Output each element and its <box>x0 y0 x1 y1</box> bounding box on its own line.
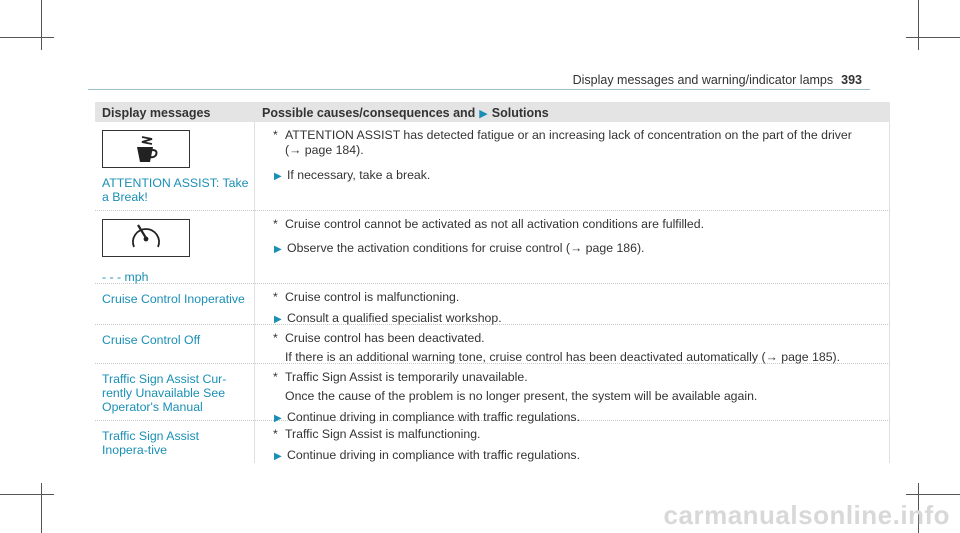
cause-text: Traffic Sign Assist is temporarily unavailable. <box>285 370 528 384</box>
crop-mark <box>0 37 54 38</box>
cause-text: ATTENTION ASSIST has detected fatigue or an increasing lack of concentration on the part of the driver <box>285 128 852 142</box>
display-message: - - - mph <box>102 270 149 284</box>
cause-text: Traffic Sign Assist is malfunctioning. <box>285 427 481 441</box>
crop-mark <box>906 37 960 38</box>
page-ref: (→ page 184). <box>285 143 364 157</box>
detail-text: If there is an additional warning tone, cruise control has been deactivated automatically (→ page 185). <box>285 350 841 364</box>
solution-step: Observe the activation conditions for cruise control (→ page 186). <box>287 241 645 255</box>
table-row: Traffic Sign Assist Inopera-tive * Traffic Sign Assist is malfunctioning. ▶ Continue driving in compliance with traffic regulations. <box>102 427 580 462</box>
page-number: 393 <box>841 73 862 87</box>
display-message: Traffic Sign Assist Cur-rently Unavailable See Operator's Manual <box>102 372 227 414</box>
triangle-right-icon: ▶ <box>274 451 282 462</box>
watermark: carmanualsonline.info <box>663 500 950 530</box>
solution-step: Continue driving in compliance with traffic regulations. <box>287 410 580 424</box>
triangle-right-icon: ▶ <box>479 107 488 120</box>
display-message: Cruise Control Inoperative <box>102 292 245 306</box>
crop-mark <box>918 0 919 50</box>
running-head-title: Display messages and warning/indicator lamps <box>572 73 834 87</box>
table-row: Cruise Control Off * Cruise control has been deactivated. If there is an additional warning tone, cruise control has been deactivated automatically (→ page 185). <box>95 325 890 364</box>
triangle-right-icon: ▶ <box>274 314 282 325</box>
triangle-right-icon: ▶ <box>274 413 282 424</box>
triangle-right-icon: ▶ <box>274 244 282 255</box>
crop-mark <box>0 494 54 495</box>
table-header <box>95 102 890 122</box>
speedometer-icon <box>102 219 190 257</box>
crop-mark <box>41 483 42 533</box>
solution-step: Consult a qualified specialist workshop. <box>287 311 502 325</box>
cause-text: Cruise control has been deactivated. <box>285 331 485 345</box>
display-message: Cruise Control Off <box>102 333 201 347</box>
solution-step: If necessary, take a break. <box>287 168 431 182</box>
table-row: ATTENTION ASSIST: Take a Break! * ATTENTION ASSIST has detected fatigue or an increasing lack of concentration on the part of the driver (→ page 184). ▶ If necessary, take a break. <box>95 122 890 211</box>
column-header-causes: Possible causes/consequences and ▶ Solutions <box>262 106 549 120</box>
cause-text: Cruise control is malfunctioning. <box>285 290 460 304</box>
triangle-right-icon: ▶ <box>274 171 282 182</box>
display-message: ATTENTION ASSIST: Take a Break! <box>102 176 249 204</box>
display-message: Traffic Sign Assist Inopera-tive <box>102 429 200 457</box>
running-head <box>573 73 862 87</box>
table-row: Cruise Control Inoperative * Cruise control is malfunctioning. ▶ Consult a qualified specialist workshop. <box>95 284 890 325</box>
header-rule <box>88 89 870 90</box>
coffee-cup-icon <box>102 130 190 168</box>
table-row: - - - mph * Cruise control cannot be activated as not all activation conditions are fulfilled. ▶ Observe the activation conditions for cruise control (→ page 186). <box>95 211 890 284</box>
table-row: Traffic Sign Assist Cur-rently Unavailable See Operator's Manual * Traffic Sign Assist is temporarily unavailable. Once the cause of the problem is no longer present, the system will be available again. ▶ Continue driving in compliance with traffic regulations. <box>95 364 890 421</box>
messages-table <box>95 102 890 463</box>
column-header-messages: Display messages <box>102 106 211 120</box>
crop-mark <box>41 0 42 50</box>
crop-mark <box>906 494 960 495</box>
solution-step: Continue driving in compliance with traffic regulations. <box>287 448 580 462</box>
detail-text: Once the cause of the problem is no longer present, the system will be available again. <box>285 389 758 403</box>
cause-text: Cruise control cannot be activated as not all activation conditions are fulfilled. <box>285 217 705 231</box>
